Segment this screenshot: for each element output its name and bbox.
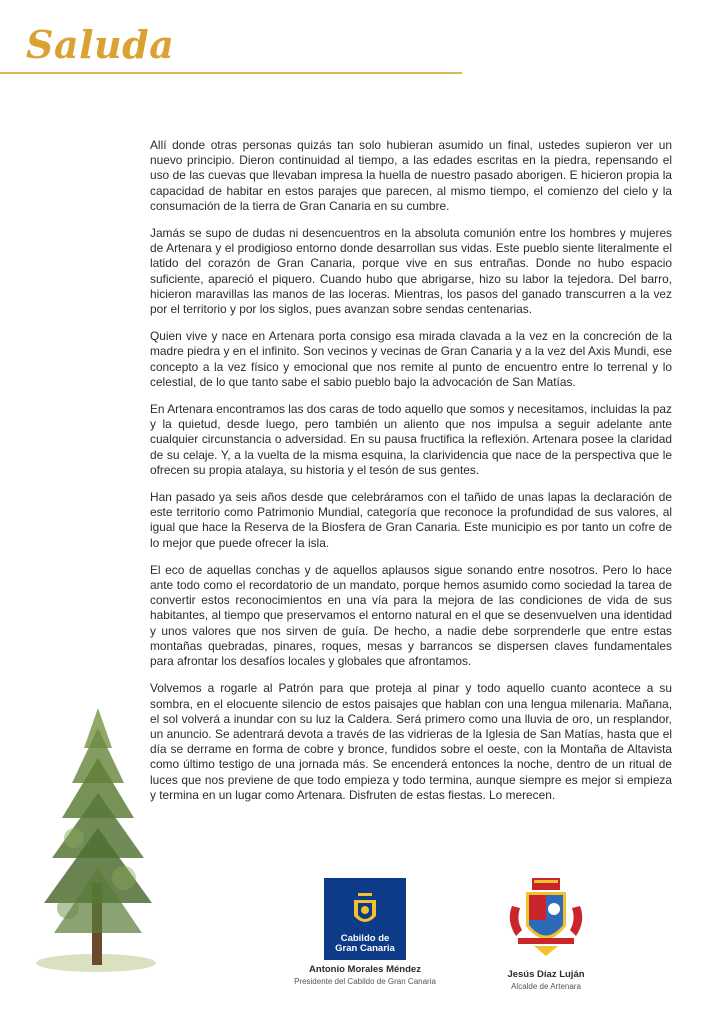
paragraph-6: El eco de aquellas conchas y de aquellos aplausos sigue sonando entre nosotros. Pero lo hace ante todo como el recordatorio de un mandato, porque hemos asumido como sociedad la tarea de convertir estos reconocimientos en una vía para la mejora de las condiciones de vida de sus habitantes, al tiempo que preservamos el entorno natural en el que se desenvuelven una identidad y unos valores que nos sirven de guía. De hecho, a nadie debe sorprenderle que entre estas montañas quebradas, pinares, roques, mesas y barrancos se dispersen claves fundamentales para afrontar los desafíos locales y globales que afrontamos.: [150, 562, 672, 669]
paragraph-5: Han pasado ya seis años desde que celebráramos con el tañido de unas lapas la declaración de este territorio como Patrimonio Mundial, categoría que reconoce la profundidad de sus valores, al igual que hace la Reserva de la Biosfera de Gran Canaria. Este municipio es por tanto un cofre de lo mejor que puede ofrecer la isla.: [150, 490, 672, 550]
cabildo-crest-icon: [350, 890, 380, 930]
greeting-body: [150, 138, 672, 815]
signatory-name-left: Antonio Morales Méndez: [309, 964, 421, 975]
paragraph-2: Jamás se supo de dudas ni desencuentros en la absoluta comunión entre los hombres y mujeres de Artenara y el prodigioso entorno donde desarrollan sus vidas. Este pueblo siente literalmente el latido del corazón de Gran Canaria, porque vive en sus entrañas. Donde no hubo espacio suficiente, apareció el piquero. Cuando hubo que abrigarse, hizo su labor la tejedora. Del barro, hicieron maravillas las manos de las loceras. Mientras, los pasos del ganado transcurren a la vez por el territorio y por los siglos, pues avanzan sobre sendas centenarias.: [150, 226, 672, 317]
artenara-coat-of-arms: [504, 876, 588, 960]
paragraph-4: En Artenara encontramos las dos caras de todo aquello que somos y necesitamos, incluidas la paz y la quietud, desde luego, pero también un aliento que nos impulsa a seguir adelante ante cualquier circunstancia o adversidad. En su pausa fructifica la reflexión. Artenara posee la claridad de su celaje. Y, a la vuelta de la misma esquina, la clarividencia que nace de la perspectiva que le ofrecen su propia atalaya, su historia y el tesón de sus gentes.: [150, 402, 672, 477]
cabildo-logo-text-2: Gran Canaria: [335, 943, 395, 954]
paragraph-1: Allí donde otras personas quizás tan solo hubieran asumido un final, ustedes supieron ver un nuevo principio. Dieron continuidad al tiempo, a las edades escritas en la piedra, repensando el uso de las cuevas que llevaban impresa la huella de nuestro pasado aborigen. E hicieron propia la capacidad de habitar en estos parajes que parecen, al mismo tiempo, el comienzo del cielo y la consumación de la tierra de Gran Canaria en su cumbre.: [150, 138, 672, 213]
pine-tree-illustration: [24, 708, 174, 978]
paragraph-3: Quien vive y nace en Artenara porta consigo esa mirada clavada a la vez en la concreción de la madre piedra y en el infinito. Son vecinos y vecinas de Gran Canaria y a la vez del Axis Mundi, ese concepto a la vez físico y emocional que nos remite al punto de encuentro entre lo terrenal y lo celestial, de lo que tanto sabe el sabio pueblo bajo la advocación de San Matías.: [150, 329, 672, 389]
signatory-name-right: Jesús Díaz Luján: [507, 969, 585, 980]
signatory-role-right: Alcalde de Artenara: [511, 982, 581, 991]
cabildo-logo: [324, 878, 406, 960]
signature-artenara: [480, 876, 612, 991]
signatory-role-left: Presidente del Cabildo de Gran Canaria: [294, 977, 436, 986]
page-title: Saluda: [26, 22, 175, 67]
paragraph-7: Volvemos a rogarle al Patrón para que proteja al pinar y todo aquello cuanto acontece a su sombra, en el elocuente silencio de estos paisajes que hablan con una lengua milenaria. Mañana, el sol volverá a inundar con su luz la Caldera. Será primero como una lluvia de oro, un resplandor, un anuncio. Se adentrará devota a través de las vidrieras de la Iglesia de San Matías, hasta que el día se derrame en forma de cobre y bronce, fundidos sobre el oeste, con la Montaña de Altavista como último testigo de una jornada más. Se encenderá entonces la noche, dentro de un ritual de luces que nos previene de que todo empieza y todo termina, aunque siempre es mejor si empieza y termina en un lugar como Artenara. Disfruten de estas fiestas. Lo merecen.: [150, 681, 672, 802]
cabildo-logo-text-1: Cabildo de: [340, 933, 390, 944]
header-rule: [0, 72, 462, 74]
signature-cabildo: [290, 878, 440, 986]
